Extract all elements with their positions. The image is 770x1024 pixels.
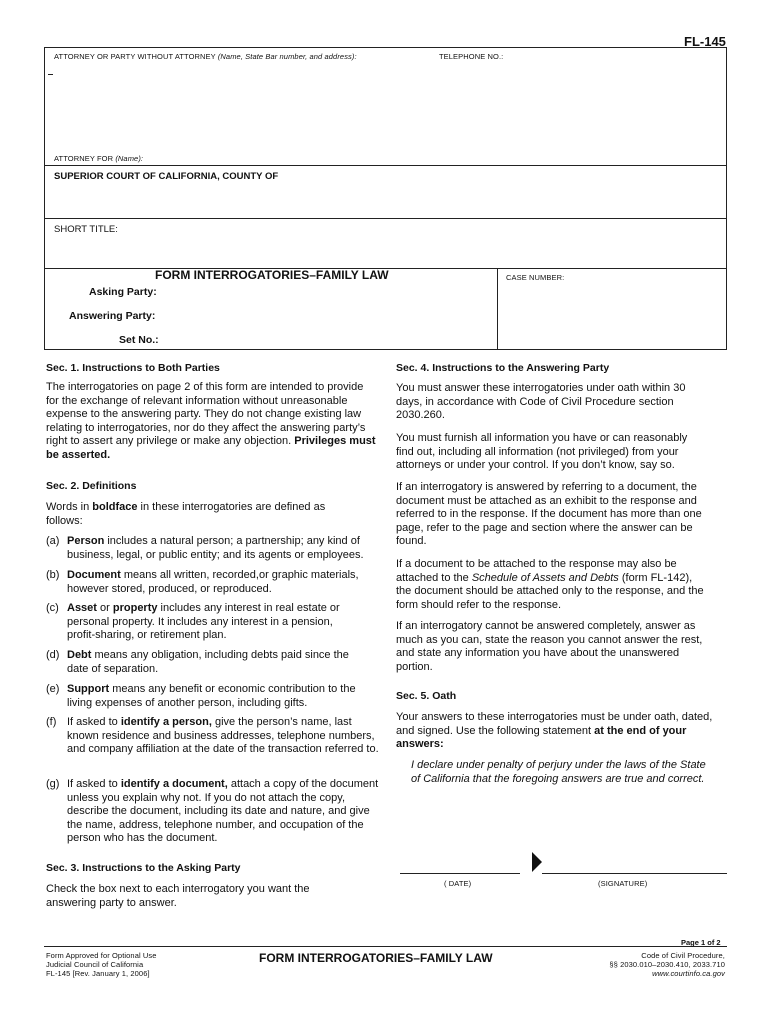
oath-declaration: I declare under penalty of perjury under the laws of the State of California that the foregoing answers are true and correct.	[411, 759, 706, 785]
sec4-p4: If a document to be attached to the response may also be attached to the Schedule of Assets and Debts (form FL-142), the document should be attached only to the response, and the form should refer to the response.	[396, 558, 704, 611]
form-title: FORM INTERROGATORIES–FAMILY LAW	[155, 268, 389, 282]
page-number: Page 1 of 2	[681, 938, 721, 947]
definition-b: (b) Document means all written, recorded,or graphic materials, however stored, produced, or reproduced.	[46, 569, 359, 595]
sec4-p2: You must furnish all information you have or can reasonably find out, including all information (not privileged) from your attorneys or under your control. If you don’t know, say so.	[396, 432, 688, 472]
footer-right	[560, 951, 725, 978]
date-label: ( DATE)	[444, 879, 472, 888]
sec5-heading: Sec. 5. Oath	[396, 690, 457, 702]
sec4-p3: If an interrogatory is answered by referring to a document, the document must be attached as an exhibit to the response and referred to in the response. If the document has more than one page, refer to the page and section where the answer can be found.	[396, 481, 702, 548]
asking-party-label: Asking Party:	[89, 286, 157, 298]
footer-council: Judicial Council of California	[46, 960, 144, 969]
definition-c: (c) Asset or property includes any interest in real estate or personal property. It includes any interest in a pension, profit-sharing, or retirement plan.	[46, 602, 340, 642]
sec2-heading: Sec. 2. Definitions	[46, 480, 137, 492]
sec2-intro: Words in boldface in these interrogatories are defined as follows:	[46, 501, 326, 527]
signature-label: (SIGNATURE)	[598, 879, 648, 888]
definition-e: (e) Support means any benefit or economic contribution to the living expenses of another person, including gifts.	[46, 683, 356, 709]
case-number-label: CASE NUMBER:	[506, 273, 565, 282]
sec3-heading: Sec. 3. Instructions to the Asking Party	[46, 862, 241, 874]
sec4-p1: You must answer these interrogatories under oath within 30 days, in accordance with Code of Civil Procedure section 2030.260.	[396, 382, 686, 422]
form-number: FL-145	[684, 34, 726, 49]
court-label: SUPERIOR COURT OF CALIFORNIA, COUNTY OF	[54, 171, 279, 182]
definition-g: (g) If asked to identify a document, attach a copy of the document unless you explain why not. If you do not attach the copy, describe the document, including its date and nature, and give the name, address, telephone number, and occupation of the person who has the document.	[46, 778, 379, 845]
date-line[interactable]	[400, 873, 520, 874]
footer-rule	[44, 946, 727, 947]
sec4-p5: If an interrogatory cannot be answered completely, answer as much as you can, state the reason you cannot answer the rest, and state any information you have about the unanswered portion.	[396, 620, 703, 673]
sec4-heading: Sec. 4. Instructions to the Answering Party	[396, 362, 610, 374]
footer-website-link[interactable]: www.courtinfo.ca.gov	[652, 969, 725, 978]
footer-title: FORM INTERROGATORIES–FAMILY LAW	[259, 951, 493, 965]
telephone-label: TELEPHONE NO.:	[439, 52, 504, 61]
short-title-box	[44, 218, 727, 269]
definition-a: (a) Person includes a natural person; a partnership; any kind of business, legal, or public entity; and its agents or employees.	[46, 535, 364, 561]
attorney-box	[44, 47, 727, 165]
definition-d: (d) Debt means any obligation, including debts paid since the date of separation.	[46, 649, 349, 675]
set-no-label: Set No.:	[119, 334, 159, 346]
sec3-text: Check the box next to each interrogatory you want the answering party to answer.	[46, 883, 310, 909]
footer-revision: FL-145 [Rev. January 1, 2006]	[46, 969, 150, 978]
attorney-for-label: ATTORNEY FOR (Name):	[54, 154, 144, 163]
case-number-divider	[497, 268, 498, 350]
footer-approval: Form Approved for Optional Use	[46, 951, 157, 960]
attorney-label: ATTORNEY OR PARTY WITHOUT ATTORNEY (Name, State Bar number, and address):	[54, 52, 357, 61]
signature-arrow-icon	[532, 852, 542, 872]
sec1-heading: Sec. 1. Instructions to Both Parties	[46, 362, 220, 374]
sec1-text: The interrogatories on page 2 of this form are intended to provide for the exchange of relevant information without unreasonable expense to the answering party. They do not change existing law relating to interrogatories, nor do they affect the answering party’s right to assert any privilege or make any objection. Privileges must be asserted.	[46, 381, 376, 461]
footer-sections: §§ 2030.010–2030.410, 2033.710	[609, 960, 725, 969]
short-title-label: SHORT TITLE:	[54, 224, 118, 235]
footer-code: Code of Civil Procedure,	[641, 951, 725, 960]
answering-party-label: Answering Party:	[69, 310, 156, 322]
definition-f: (f) If asked to identify a person, give the person’s name, last known residence and business addresses, telephone numbers, and company affiliation at the date of the transaction referred to.	[46, 716, 379, 756]
signature-line[interactable]	[542, 873, 727, 874]
sec5-text: Your answers to these interrogatories must be under oath, dated, and signed. Use the following statement at the end of your answers:	[396, 711, 713, 751]
address-field-mark	[48, 74, 53, 75]
footer-left	[46, 951, 157, 978]
